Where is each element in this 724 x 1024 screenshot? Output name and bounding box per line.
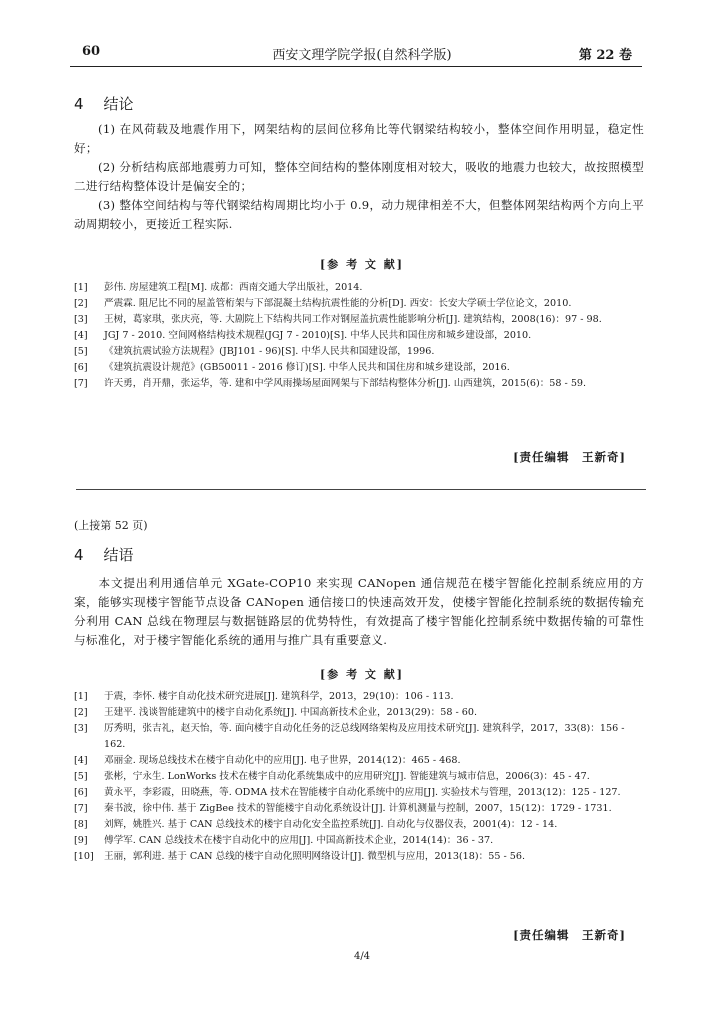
reference-number: [5] [74, 771, 88, 782]
conclusion-paragraph-2: (2) 分析结构底部地震剪力可知，整体空间结构的整体刚度相对较大，吸收的地震力也较大，故按照模型二进行结构整体设计是偏安全的； [74, 160, 644, 193]
reference-item [74, 753, 644, 769]
reference-item [74, 689, 644, 705]
conclusion-paragraph-1: (1) 在风荷载及地震作用下，网架结构的层间位移角比等代钢梁结构较小，整体空间作用明显，稳定性好； [74, 122, 644, 155]
reference-number: [2] [74, 707, 88, 718]
reference-number: [1] [74, 691, 88, 702]
reference-text: JGJ 7 - 2010. 空间网格结构技术规程(JGJ 7 - 2010)[S]. 中华人民共和国住房和城乡建设部，2010. [104, 330, 532, 341]
reference-item [74, 344, 644, 360]
page-number: 60 [82, 44, 101, 59]
reference-list-1 [74, 280, 644, 392]
header-rule [70, 66, 642, 67]
reference-list-2 [74, 689, 644, 865]
journal-title: 西安文理学院学报(自然科学版) [272, 48, 452, 63]
reference-text: 黄永平，李彩霞，田晓燕，等. ODMA 技术在智能楼宇自动化系统中的应用[J]. 实验技术与管理，2013(12)：125 - 127. [104, 787, 621, 798]
reference-text: 许天勇，肖开鼎，张运华，等. 建和中学风雨操场屋面网架与下部结构整体分析[J]. 山西建筑，2015(6)：58 - 59. [104, 378, 587, 389]
reference-number: [4] [74, 755, 88, 766]
reference-number: [9] [74, 835, 88, 846]
section-title: 结论 [103, 95, 134, 113]
conclusion-body [74, 120, 644, 234]
section-divider [76, 489, 646, 490]
reference-text: 王丽，郭利进. 基于 CAN 总线的楼宇自动化照明网络设计[J]. 微型机与应用，2013(18)：55 - 56. [104, 851, 526, 862]
references-heading: [参 考 文 献] [320, 258, 404, 271]
section-heading-closing [74, 544, 134, 565]
reference-item [74, 705, 644, 721]
reference-item [74, 312, 644, 328]
reference-item [74, 360, 644, 376]
continued-from-note: (上接第 52 页) [74, 519, 148, 532]
closing-paragraph: 本文提出利用通信单元 XGate-COP10 来实现 CANopen 通信规范在楼宇智能化控制系统应用的方案，能够实现楼宇智能节点设备 CANopen 通信接口的快速高效开发，使楼宇智能化控制系统的数据传输充分利用 CAN 总线在物理层与数据链路层的优势特性，有效提高了楼宇智能化控制系统中数据传输的可靠性与标准化，对于楼宇智能化系统的通用与推广具有重要意义. [74, 576, 644, 647]
reference-item [74, 280, 644, 296]
reference-text: 《建筑抗震设计规范》(GB50011 - 2016 修订)[S]. 中华人民共和国住房和城乡建设部，2016. [104, 362, 510, 373]
reference-item [74, 376, 644, 392]
reference-text: 彭伟. 房屋建筑工程[M]. 成都：西南交通大学出版社，2014. [104, 282, 363, 293]
reference-number: [8] [74, 819, 88, 830]
reference-text: 邓丽金. 现场总线技术在楼宇自动化中的应用[J]. 电子世界，2014(12)：465 - 468. [104, 755, 461, 766]
reference-text: 《建筑抗震试验方法规程》(JBJ101 - 96)[S]. 中华人民共和国建设部，1996. [104, 346, 435, 357]
section-number: 4 [74, 95, 84, 113]
reference-text: 王树，葛家琪，张庆亮，等. 大剧院上下结构共同工作对钢屋盖抗震性能影响分析[J]. 建筑结构，2008(16)：97 - 98. [104, 314, 602, 325]
reference-item [74, 328, 644, 344]
reference-number: [3] [74, 723, 88, 734]
reference-item [74, 833, 644, 849]
section-title: 结语 [103, 546, 134, 564]
reference-text: 张彬，宁永生. LonWorks 技术在楼宇自动化系统集成中的应用研究[J]. 智能建筑与城市信息，2006(3)：45 - 47. [104, 771, 590, 782]
reference-text: 刘辉，姚胜兴. 基于 CAN 总线技术的楼宇自动化安全监控系统[J]. 自动化与仪器仪表，2001(4)：12 - 14. [104, 819, 558, 830]
page-of-total: 4/4 [353, 951, 371, 962]
reference-item [74, 817, 644, 833]
reference-number: [7] [74, 803, 88, 814]
reference-text: 王建平. 浅谈智能建筑中的楼宇自动化系统[J]. 中国高新技术企业，2013(29)：58 - 60. [104, 707, 478, 718]
responsible-editor: [责任编辑 王新奇] [513, 450, 626, 464]
reference-text: 秦书波，徐中伟. 基于 ZigBee 技术的智能楼宇自动化系统设计[J]. 计算机测量与控制，2007，15(12)：1729 - 1731. [104, 803, 612, 814]
reference-item [74, 769, 644, 785]
reference-number: [10] [74, 851, 94, 862]
reference-item [74, 849, 644, 865]
reference-number: [4] [74, 330, 88, 341]
reference-number: [7] [74, 378, 88, 389]
reference-number: [3] [74, 314, 88, 325]
reference-item [74, 296, 644, 312]
reference-number: [1] [74, 282, 88, 293]
references-heading: [参 考 文 献] [320, 668, 404, 681]
responsible-editor: [责任编辑 王新奇] [513, 928, 626, 942]
reference-item [74, 801, 644, 817]
reference-text: 傅学军. CAN 总线技术在楼宇自动化中的应用[J]. 中国高新技术企业，2014(14)：36 - 37. [104, 835, 494, 846]
reference-number: [6] [74, 362, 88, 373]
reference-number: [2] [74, 298, 88, 309]
conclusion-paragraph-3: (3) 整体空间结构与等代钢梁结构周期比均小于 0.9，动力规律相差不大，但整体网架结构两个方向上平动周期较小，更接近工程实际. [74, 198, 644, 231]
reference-item [74, 785, 644, 801]
reference-text: 厉秀明，张吉礼，赵天怡，等. 面向楼宇自动化任务的泛总线网络架构及应用技术研究[J]. 建筑科学，2017，33(8)：156 - 162. [104, 723, 625, 750]
section-heading-conclusion [74, 93, 134, 114]
reference-text: 严震霖. 阻尼比不同的屋盖管桁架与下部混凝土结构抗震性能的分析[D]. 西安：长安大学硕士学位论文，2010. [104, 298, 572, 309]
reference-item [74, 721, 644, 753]
reference-number: [6] [74, 787, 88, 798]
reference-text: 于震，李怀. 楼宇自动化技术研究进展[J]. 建筑科学，2013，29(10)：106 - 113. [104, 691, 454, 702]
reference-number: [5] [74, 346, 88, 357]
volume-label: 第 22 卷 [578, 48, 632, 63]
section-number: 4 [74, 546, 84, 564]
